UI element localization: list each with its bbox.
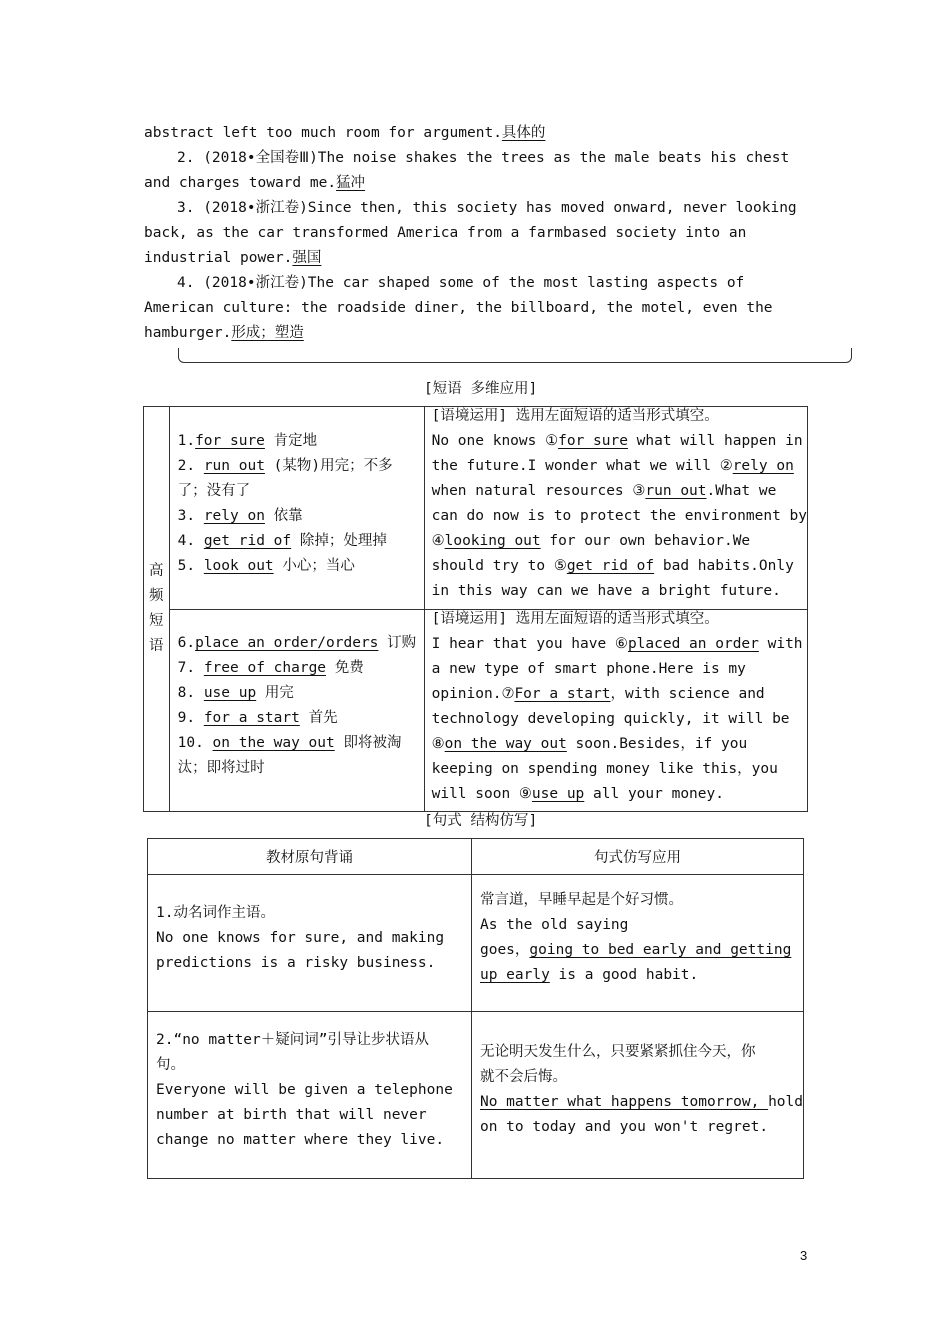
intro-line-9 — [144, 321, 304, 346]
phrase-list-1 — [169, 407, 424, 610]
side-label-char: 短 — [149, 613, 164, 629]
row1-imitation: 常言道，早睡早起是个好习惯。 As the old saying goes，going to bed early and getting up early is a good habit. — [471, 875, 803, 1012]
answer-text: 猛冲 — [336, 175, 366, 191]
side-label-char: 频 — [149, 588, 164, 604]
intro-line-1 — [144, 121, 545, 146]
sentence-section-title: [句式 结构仿写] — [424, 813, 538, 829]
intro-line-6 — [144, 246, 321, 271]
intro-line-5: back, as the car transformed America from a farmbased society into an — [144, 225, 747, 241]
intro-line-2: 2. (2018•全国卷Ⅲ)The noise shakes the trees as the male beats his chest — [177, 150, 790, 166]
bracket-divider — [178, 348, 852, 363]
side-label — [144, 407, 170, 812]
phrase-item: 5. look out 小心；当心 — [177, 558, 355, 574]
intro-line-7: 4. (2018•浙江卷)The car shaped some of the most lasting aspects of — [177, 275, 745, 291]
phrase-item: 8. use up 用完 — [177, 685, 294, 701]
page-number: 3 — [800, 1248, 808, 1263]
answer-text: 形成；塑造 — [231, 325, 304, 341]
phrase-item: 汰；即将过时 — [177, 760, 265, 776]
intro-line-4: 3. (2018•浙江卷)Since then, this society has moved onward, never looking — [177, 200, 797, 216]
phrase-item: 10. on the way out 即将被淘 — [177, 735, 402, 751]
phrase-item: 7. free of charge 免费 — [177, 660, 364, 676]
answer-text: 具体的 — [501, 125, 546, 141]
row1-original: 1.动名词作主语。 No one knows for sure, and making predictions is a risky business. — [148, 875, 472, 1012]
side-label-char: 语 — [149, 638, 164, 654]
phrase-item: 3. rely on 依靠 — [177, 508, 303, 524]
intro-text: and charges toward me. — [144, 175, 337, 191]
intro-line-3 — [144, 171, 365, 196]
phrase-item: 4. get rid of 除掉；处理掉 — [177, 533, 387, 549]
col-header-original: 教材原句背诵 — [148, 839, 472, 875]
phrase-item: 了；没有了 — [177, 483, 251, 499]
sentence-table — [147, 838, 804, 1179]
intro-text: industrial power. — [144, 250, 293, 266]
exercise-header: [语境运用] 选用左面短语的适当形式填空。 — [431, 611, 719, 627]
intro-text: hamburger. — [144, 325, 232, 341]
exercise-header: [语境运用] 选用左面短语的适当形式填空。 — [431, 408, 719, 424]
phrase-item: 2. run out (某物)用完；不多 — [177, 458, 393, 474]
phrase-item: 9. for a start 首先 — [177, 710, 338, 726]
answer-text: 强国 — [292, 250, 322, 266]
intro-text: abstract left too much room for argument. — [144, 125, 502, 141]
phrases-table — [143, 406, 808, 812]
exercise-2: [语境运用] 选用左面短语的适当形式填空。 I hear that you have ⑥placed an order with a new type of smart phone.Here is my opinion.⑦For a start，with science and technology developing quickly, it will be ⑧on the way out soon.Besides，if you keeping on spending money like this，you will soon ⑨use up all your money. — [424, 610, 807, 812]
phrase-list-2 — [169, 610, 424, 812]
row2-imitation: 无论明天发生什么，只要紧紧抓住今天，你 就不会后悔。 No matter what happens tomorrow, hold on to today and you won't regret. — [471, 1012, 803, 1179]
col-header-imitation: 句式仿写应用 — [471, 839, 803, 875]
phrases-section-title: [短语 多维应用] — [424, 381, 538, 397]
intro-line-8: American culture: the roadside diner, the billboard, the motel, even the — [144, 300, 773, 316]
row2-original: 2.“no matter＋疑问词”引导让步状语从 句。 Everyone will be given a telephone number at birth that will never change no matter where they live. — [148, 1012, 472, 1179]
phrase-item: 1.for sure 肯定地 — [177, 433, 318, 449]
side-label-char: 高 — [149, 563, 164, 579]
exercise-1: [语境运用] 选用左面短语的适当形式填空。 No one knows ①for sure what will happen in the future.I wonder what we will ②rely on when natural resources ③run out.What we can do now is to protect the environment by ④looking out for our own behavior.We should try to ⑤get rid of bad habits.Only in this way can we have a bright future. — [424, 407, 807, 610]
phrase-item: 6.place an order/orders 订购 — [177, 635, 417, 651]
